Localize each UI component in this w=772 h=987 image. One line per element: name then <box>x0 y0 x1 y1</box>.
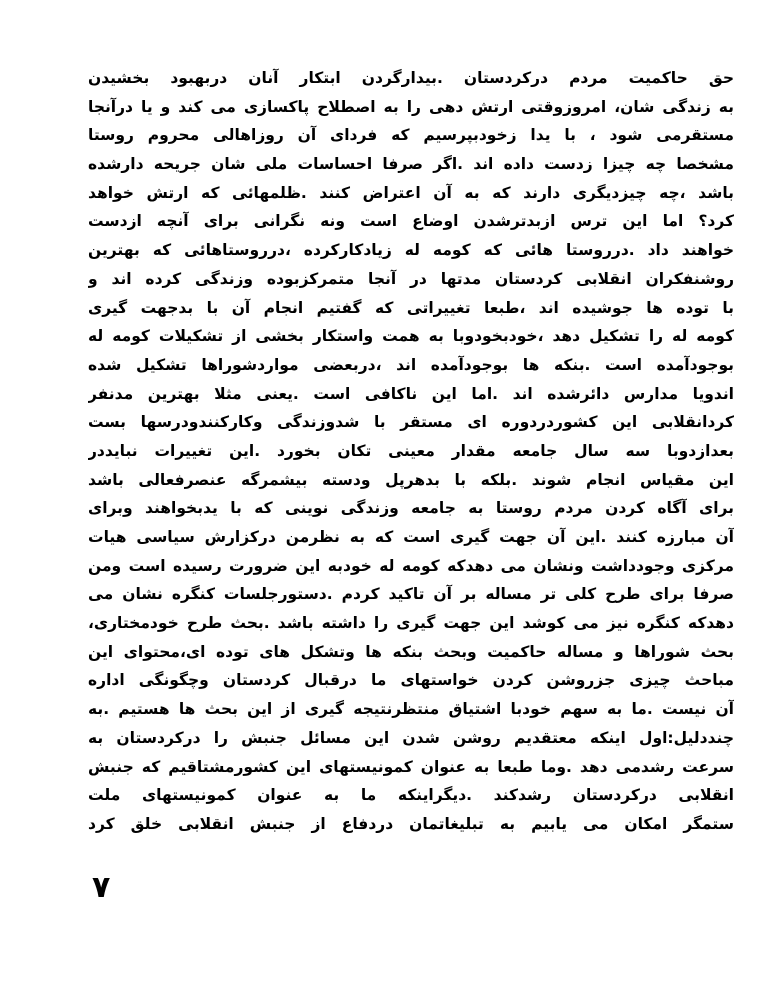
text-line: روشنفکران انقلابی کردستان مدتها در آنجا متمرکزبوده وزندگی کرده اند و <box>88 269 734 288</box>
text-line: آن مبارزه کنند .این آن جهت گیری است که به نظرمن درکزارش سیاسی هیات <box>88 528 734 546</box>
text-line: مرکزی وجودداشت ونشان می دهدکه کومه له خودبه این ضرورت رسیده است ومن <box>88 556 734 575</box>
text-line: حق حاکمیت مردم درکردستان .بیدارگردن ابتکار آنان دربهبود بخشیدن <box>88 69 734 87</box>
text-line: به زندگی شان، امروزوقتی ارتش دهی را به اصطلاح پاکسازی می کند و یا درآنجا <box>88 97 734 116</box>
text-line: دهدکه کنگره نیز می کوشد این جهت گیری را داشته باشد .بحث طرح خودمختاری، <box>88 614 734 633</box>
text-line: انقلابی درکردستان رشدکند .دیگراینکه ما به عنوان کمونیستهای ملت <box>88 786 734 805</box>
text-line: این مقیاس انجام شوند .بلکه با بدهرپل ودسته بیشمرگه عنصرفعالی باشد <box>88 470 734 489</box>
text-line: سرعت رشدمی دهد .وما طبعا به عنوان کمونیستهای این کشورمشتاقیم که جنبش <box>88 757 734 776</box>
text-line: کردانقلابی این کشوردردوره ای مستقر با شدوزندگی وکارکنندودرسها بست <box>88 413 734 432</box>
text-line: بحث شوراها و مساله حاکمیت وبحث بنکه ها وتشکل های توده ای،محتوای این <box>88 642 734 661</box>
page-number: ۷ <box>92 870 111 905</box>
text-line: با توده ها جوشیده اند ،طبعا تغییراتی که گفتیم انجام آن با بدجهت گیری <box>88 298 734 317</box>
text-line: ستمگر امکان می یابیم به تبلیغاتمان دردفاع از جنبش انقلابی خلق کرد <box>88 814 734 833</box>
text-line: خواهند داد .درروستا هائی که کومه له زیادکارکرده ،درروستاهائی که بهترین <box>88 241 734 260</box>
text-line: بعدازدوبا سه سال جامعه مقدار معینی تکان بخورد .این تغییرات نبایددر <box>88 441 734 460</box>
text-line: صرفا برای طرح کلی تر مساله بر آن تاکید کردم .دستورجلسات کنگره نشان می <box>88 585 734 604</box>
text-line: بوجودآمده است .بنکه ها بوجودآمده اند ،دربعضی مواردشوراها تشکیل شده <box>88 355 734 374</box>
text-line: اندویا مدارس دائرشده اند .اما این ناکافی است .یعنی مثلا بهترین مدنفر <box>88 384 734 403</box>
text-line: آن نیست .ما به سهم خودبا اشتیاق منتظرنتیجه گیری از این بحث ها هستیم .به <box>88 700 734 719</box>
body-text <box>88 64 734 839</box>
text-line: مستقرمی شود ، با یدا زخودبپرسیم که فردای آن روزاهالی محروم روستا <box>88 126 734 145</box>
text-line: مشخصا چه چیزا زدست داده اند .اگر صرفا احساسات ملی شان جریحه دارشده <box>88 155 734 174</box>
text-line: برای آگاه کردن مردم روستا به جامعه وزندگی نوینی که با یدبخواهند وبرای <box>88 499 734 518</box>
text-line: چنددلیل:اول اینکه معتقدیم روشن شدن این مسائل جنبش را درکردستان به <box>88 728 734 747</box>
text-line: کومه له را تشکیل دهد ،خودبخودوبا به همت واستکار بخشی از تشکیلات کومه له <box>88 327 734 346</box>
text-line: کرد؟ اما این ترس ازبدترشدن اوضاع است ونه نگرانی برای آنچه ازدست <box>88 212 734 231</box>
text-line: مباحث چیزی جزروشن کردن خواستهای ما درقبال کردستان وچگونگی اداره <box>88 671 734 690</box>
text-line: باشد ،چه چیزدیگری دارند که به آن اعتراض کنند .ظلمهائی که ارتش خواهد <box>88 183 734 202</box>
